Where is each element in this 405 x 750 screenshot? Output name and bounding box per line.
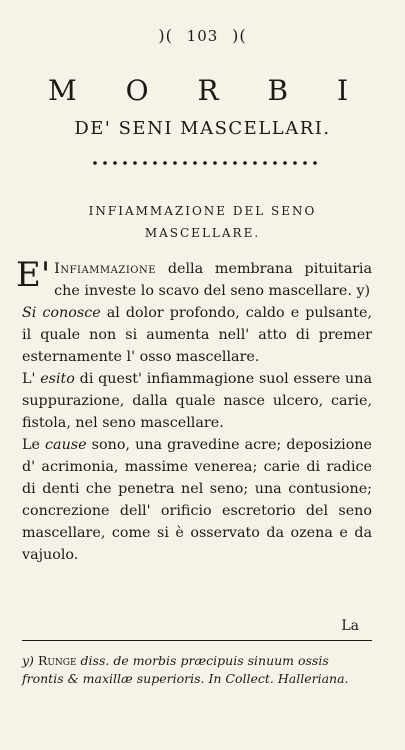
title-letter: I [336,74,348,107]
lead-word: Infiammazione [54,261,157,277]
footnote-mark: y) [22,653,34,668]
ornament-right-icon: )( [232,26,247,45]
paragraph [22,368,372,434]
ornament-left-icon: )( [158,26,173,45]
lead-word: Le [22,437,46,453]
title-letter: O [125,74,149,107]
decorative-rule [90,158,320,168]
chapter-title [48,74,348,107]
footnote [22,652,372,688]
title-letter: B [267,74,289,107]
italic-term: esito [40,371,75,387]
drop-cap: E' [16,255,51,295]
footnote-divider [22,640,372,641]
footnote-text: diss. de morbis præcipuis sinuum ossis frontis & maxillæ superioris. In Collect. Halleriana. [22,653,349,686]
paragraph-text: della membrana pituitaria che investe lo scavo del seno mascellare. y) [54,261,372,299]
section-heading-line: INFIAMMAZIONE DEL SENO [88,204,317,218]
chapter-subtitle: DE' SENI MASCELLARI. [74,118,331,139]
page-number-header [0,26,405,45]
section-heading [0,200,405,244]
lead-word: L' [22,371,41,387]
footnote-author: Runge [37,653,77,668]
italic-term: cause [45,437,87,453]
catchword: La [341,618,359,634]
italic-term: Si conosce [22,305,101,321]
paragraph-text: sono, una gravedine acre; deposizione d' acrimonia, massime venerea; carie di radice di denti che penetra nel seno; una contusione; concrezione dell' orificio escretorio del seno mascellare, come si è osservato da ozena e da vajuolo. [22,437,373,563]
paragraph-text: di quest' infiammagione suol essere una suppurazione, dalla quale nasce ulcero, carie, fistola, nel seno mascellare. [22,371,372,431]
page-number: 103 [186,27,219,45]
paragraph-text: al dolor profondo, caldo e pulsante, il quale non si aumenta nell' atto di premer esternamente l' osso mascellare. [22,305,372,365]
title-letter: M [48,74,77,107]
body-text [16,255,373,566]
paragraph [16,255,372,302]
paragraph [22,302,372,368]
paragraph [22,434,372,566]
section-heading-line: MASCELLARE. [144,226,261,240]
title-letter: R [197,74,219,107]
